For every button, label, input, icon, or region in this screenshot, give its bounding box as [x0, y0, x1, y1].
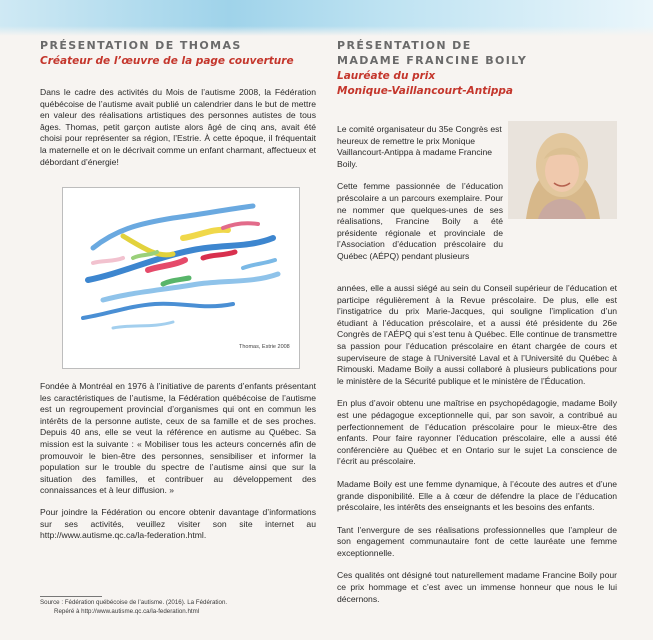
thomas-section	[40, 38, 316, 168]
boily-paragraph-1: Le comité organisateur du 35e Congrès est heureux de remettre le prix Monique Vaillancourt-Antippa à madame Francine Boily.	[337, 124, 502, 169]
contact-paragraph: Pour joindre la Fédération ou encore obtenir davantage d’informations sur ses activités, veuillez visiter son site internet au http://www.autisme.qc.ca/la-federation.html.	[40, 506, 316, 541]
boily-section	[337, 38, 617, 99]
francine-boily-photo	[508, 121, 617, 219]
artwork-caption: Thomas, Estrie 2008	[239, 344, 290, 350]
boily-subheading-line-1: Lauréate du prix	[337, 70, 436, 82]
source-line-1: Source : Fédération québécoise de l’autisme. (2016). La Fédération.	[40, 599, 228, 606]
thomas-heading: PRÉSENTATION DE THOMAS	[40, 39, 242, 52]
artwork-painting	[63, 188, 299, 368]
source-divider	[40, 596, 102, 597]
thomas-paragraph: Dans le cadre des activités du Mois de l’autisme 2008, la Fédération québécoise de l’autisme avait publié un calendrier dans le but de mettre en valeur des réalisations artistiques des personnes autistes de tous âges. Thomas, petit garçon autiste alors âgé de cinq ans, avait été choisi pour représenter sa région, l’Estrie. À cette époque, il fréquentait la maternelle et on le décrivait comme un enfant charmant, affectueux et débordant d’énergie!	[40, 87, 316, 167]
source-line-2: Repéré à http://www.autisme.qc.ca/la-federation.html	[54, 607, 200, 615]
federation-paragraph: Fondée à Montréal en 1976 à l’initiative de parents d’enfants présentant les caractéristiques de l’autisme, la Fédération québécoise de l’autisme est un regroupement provincial d’organismes qui ont en commun les intérêts de la personne autiste, ceux de sa famille et de ses proches. Depuis 40 ans, elle se veut la référence en autisme au Québec. Sa mission est la suivante : « Mobiliser tous les acteurs concernés afin de promouvoir le bien-être des personnes, sensibiliser et informer la population sur le trouble du spectre de l’autisme ainsi que sur la situation des familles, et contribuer au développement des connaissances et à leur diffusion. »	[40, 381, 316, 496]
boily-paragraph-6: Ces qualités ont désigné tout naturellement madame Francine Boily pour ce prix hommage et c’est avec un immense honneur que nous le lui décernons.	[337, 570, 617, 604]
boily-paragraph-2b: années, elle a aussi siégé au sein du Conseil supérieur de l’éducation et participe régulièrement à la Revue préscolaire. De plus, elle est l’instigatrice du prix Marie-Jacques, qui souligne l’implication d’un étudiant à l’éducation préscolaire, et a aussi été présidente du 26e Congrès de l’AÉPQ qui s’est tenu à Québec. Elle continue de transmettre sa passion pour l’éducation préscolaire en étant chargée de cours et superviseure de stage à l’Université Laval et à l’Université du Québec à Rimouski. Madame Boily a aussi collaboré à plusieurs publications pour le ministère de la Sécurité publique et le ministère de l’Éducation.	[337, 283, 617, 386]
boily-paragraph-2a: Cette femme passionnée de l’éducation préscolaire a un parcours exemplaire. Pour ne nommer que quelques-unes de ses réalisations, Francine Boily a été présidente régionale et provinciale de l’Association d’éducation préscolaire du Québec (AÉPQ) pendant plusieurs	[337, 181, 503, 261]
federation-section	[40, 381, 316, 542]
top-banner	[0, 0, 653, 36]
boily-subheading-line-2: Monique-Vaillancourt-Antippa	[337, 85, 514, 97]
child-artwork-image	[62, 187, 300, 369]
boily-heading-line-1: PRÉSENTATION DE	[337, 39, 472, 52]
boily-paragraph-3: En plus d’avoir obtenu une maîtrise en psychopédagogie, madame Boily est une pédagogue exceptionnelle qui, par son savoir, a contribué au perfectionnement de l’éducation préscolaire pour le mieux-être des enfants. Pour faire rayonner l’éducation préscolaire, elle a aussi été conférencière au Québec et en Ontario sur le sujet La conscience de l’écrit au préscolaire.	[337, 398, 617, 467]
boily-body	[337, 283, 617, 605]
boily-paragraph-4: Madame Boily est une femme dynamique, à l’écoute des autres et d’une grande disponibilité. Elle a à cœur de défendre la place de l’éducation préscolaire, les intérêts des enseignants et les besoins des enfants.	[337, 478, 617, 513]
source-note	[40, 599, 316, 616]
boily-heading-line-2: MADAME FRANCINE BOILY	[337, 54, 528, 67]
boily-intro	[337, 124, 503, 263]
thomas-subheading: Créateur de l’œuvre de la page couverture	[40, 55, 294, 67]
boily-paragraph-5: Tant l’envergure de ses réalisations professionnelles que l’ampleur de son engagement communautaire font de cette lauréate une femme exceptionnelle.	[337, 524, 617, 558]
